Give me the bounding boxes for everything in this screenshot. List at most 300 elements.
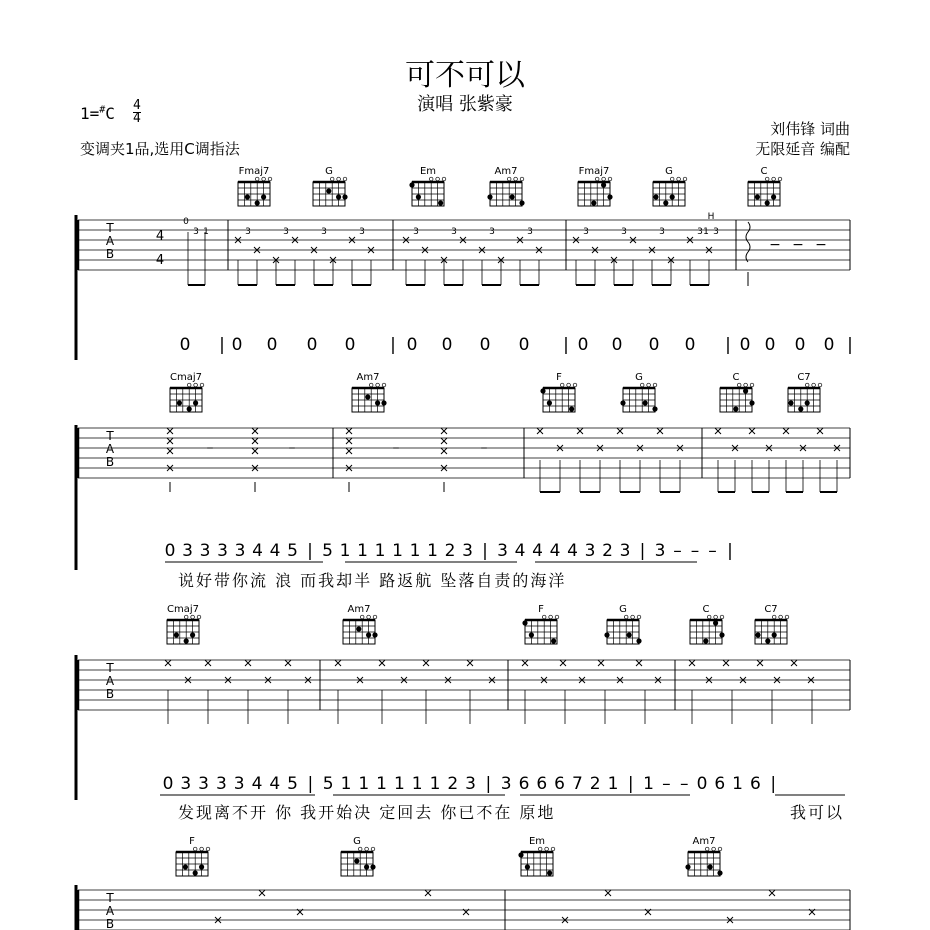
jianpu-note: 1 (643, 774, 655, 794)
finger-dot (364, 864, 369, 869)
jianpu-note: – (679, 774, 689, 794)
open-string (197, 615, 201, 619)
finger-dot (255, 200, 260, 205)
open-string (200, 847, 204, 851)
open-string (343, 177, 347, 181)
open-string (624, 615, 628, 619)
jianpu-note: 3 (215, 774, 227, 794)
chord-name: F (189, 836, 195, 847)
jianpu-note: 1 (392, 541, 403, 561)
finger-dot (518, 852, 523, 857)
fret-number: 3 (713, 227, 719, 237)
finger-dot (190, 632, 195, 637)
jianpu-note: 1 (732, 774, 744, 794)
open-string (382, 383, 386, 387)
open-string (200, 383, 204, 387)
open-string (640, 383, 644, 387)
open-string (772, 615, 776, 619)
tab-letter: B (105, 687, 115, 701)
fret-number: 1 (203, 227, 209, 237)
finger-dot (771, 194, 776, 199)
open-string (194, 383, 198, 387)
tab-letter: T (106, 891, 114, 905)
jianpu-note: 6 (749, 774, 761, 794)
open-string (778, 177, 782, 181)
finger-dot (713, 620, 718, 625)
jianpu-note: – (690, 541, 700, 561)
finger-dot (663, 200, 668, 205)
rest-dash: – (206, 440, 214, 456)
finger-dot (525, 864, 530, 869)
open-string (812, 383, 816, 387)
chord-name: C7 (764, 604, 778, 615)
chord-name: C (760, 166, 768, 177)
chord-name: G (325, 166, 333, 177)
open-string (549, 615, 553, 619)
jianpu-note: 1 (411, 774, 423, 794)
finger-dot (193, 400, 198, 405)
finger-dot (743, 388, 748, 393)
finger-dot (187, 406, 192, 411)
jianpu-note: 3 (462, 541, 473, 561)
finger-dot (636, 638, 641, 643)
finger-dot (620, 400, 625, 405)
jianpu-note: 0 (764, 335, 776, 355)
jianpu-note: 1 (374, 541, 386, 561)
chord-diagram-em (518, 836, 554, 876)
jianpu-note: 6 (714, 774, 726, 794)
open-string (772, 177, 776, 181)
finger-dot (261, 194, 266, 199)
finger-dot (366, 632, 371, 637)
tab-letter: A (105, 674, 115, 688)
chord-name: G (635, 372, 643, 383)
finger-dot (805, 400, 810, 405)
finger-dot (184, 638, 189, 643)
jianpu-note: 0 (577, 335, 589, 355)
open-string (779, 615, 783, 619)
jianpu-note: 4 (549, 541, 561, 561)
finger-dot (174, 632, 179, 637)
jianpu-note: 3 (619, 541, 631, 561)
chord-diagram-g (604, 604, 641, 644)
chord-name: Em (528, 836, 546, 847)
tab-letter: A (105, 904, 115, 918)
jianpu-note: 3 (654, 541, 666, 561)
open-string (268, 177, 272, 181)
chord-name: Am7 (692, 836, 716, 847)
fret-number: 3 (193, 227, 199, 237)
chord-name: G (619, 604, 627, 615)
finger-dot (601, 182, 606, 187)
jianpu-note: 3 (199, 541, 211, 561)
arpeggio-wave (746, 222, 750, 262)
jianpu-note: 2 (589, 774, 601, 794)
open-string (818, 383, 822, 387)
jianpu-note: 5 (287, 541, 298, 561)
jianpu-barline: | (219, 335, 225, 355)
chord-name: Em (419, 166, 437, 177)
fret-number: 3 (451, 227, 457, 237)
jianpu-note: – (662, 774, 671, 794)
finger-dot (670, 194, 675, 199)
chord-name: Am7 (356, 372, 380, 383)
jianpu-note: 3 (217, 541, 228, 561)
jianpu-note: 4 (252, 541, 263, 561)
finger-dot (416, 194, 421, 199)
open-string (429, 177, 433, 181)
open-string (206, 847, 210, 851)
open-string (595, 177, 599, 181)
open-string (262, 177, 266, 181)
jianpu-note: 1 (427, 541, 438, 561)
jianpu-note: 2 (447, 774, 459, 794)
jianpu-barline: | (307, 541, 313, 561)
finger-dot (685, 864, 690, 869)
finger-dot (719, 632, 724, 637)
finger-dot (381, 400, 386, 405)
finger-dot (245, 194, 250, 199)
finger-dot (193, 870, 198, 875)
tab-letter: A (105, 442, 115, 456)
tab-letter: T (106, 429, 114, 443)
finger-dot (199, 864, 204, 869)
open-string (358, 847, 362, 851)
fret-number: 3 (359, 227, 365, 237)
jianpu-note: 1 (340, 774, 352, 794)
jianpu-note: – (673, 541, 682, 561)
tab-meter-top: 4 (155, 229, 165, 244)
finger-dot (765, 200, 770, 205)
jianpu-note: 6 (518, 774, 530, 794)
finger-dot (372, 632, 377, 637)
fret-number: 3 (697, 227, 703, 237)
jianpu-note: 0 (611, 335, 623, 355)
lyrics-line-1: 说好带你流 浪 而我却半 路返航 坠落自责的海洋 (178, 571, 567, 590)
chord-diagram-c (690, 604, 725, 644)
finger-dot (591, 200, 596, 205)
jianpu-note: 2 (602, 541, 613, 561)
chord-name: Fmaj7 (238, 166, 270, 177)
jianpu-barline: | (725, 335, 731, 355)
finger-dot (547, 400, 552, 405)
chord-diagram-cmaj7 (167, 604, 201, 644)
open-string (714, 615, 718, 619)
jianpu-note: 3 (180, 774, 192, 794)
jianpu-note: 1 (429, 774, 441, 794)
finger-dot (354, 858, 359, 863)
jianpu-note: 5 (322, 541, 333, 561)
chord-diagram-c7 (755, 604, 789, 644)
finger-dot (703, 638, 708, 643)
jianpu-note: 0 (696, 774, 708, 794)
jianpu-note: 4 (269, 541, 281, 561)
jianpu-note: 0 (266, 335, 278, 355)
chord-diagram-c7 (788, 372, 822, 412)
jianpu-note: 4 (567, 541, 578, 561)
finger-dot (607, 194, 612, 199)
tab-letter: T (106, 661, 114, 675)
finger-dot (755, 632, 760, 637)
open-string (551, 847, 555, 851)
time-signature: 4 4 (133, 98, 141, 126)
finger-dot (370, 864, 375, 869)
jianpu-barline: | (390, 335, 396, 355)
chord-name: F (556, 372, 562, 383)
chord-diagram-g (313, 166, 348, 206)
chord-name: Am7 (494, 166, 518, 177)
open-string (369, 383, 373, 387)
open-string (683, 177, 687, 181)
jianpu-note: 1 (357, 541, 368, 561)
jianpu-note: 3 (234, 541, 246, 561)
chord-diagram-fmaj7 (578, 166, 613, 206)
jianpu-note: 0 (479, 335, 491, 355)
fret-number: 3 (621, 227, 627, 237)
finger-dot (519, 200, 524, 205)
jianpu-barline: | (563, 335, 569, 355)
open-string (371, 847, 375, 851)
chord-diagram-f (522, 604, 558, 644)
fret-number: 3 (527, 227, 533, 237)
open-string (647, 383, 651, 387)
finger-dot (569, 406, 574, 411)
fret-number: 3 (245, 227, 251, 237)
chord-diagram-em (409, 166, 445, 206)
jianpu-note: 6 (554, 774, 566, 794)
finger-dot (717, 870, 722, 875)
jianpu-note: 0 (164, 541, 176, 561)
jianpu-note: 3 (233, 774, 245, 794)
finger-dot (336, 194, 341, 199)
finger-dot (765, 638, 770, 643)
finger-dot (342, 194, 347, 199)
jianpu-note: 0 (162, 774, 174, 794)
open-string (737, 383, 741, 387)
rest-dash: – (480, 440, 488, 456)
finger-dot (522, 620, 527, 625)
singer-line: 演唱 张紫豪 (417, 94, 513, 115)
open-string (567, 383, 571, 387)
chord-name: C7 (797, 372, 811, 383)
chord-diagram-g (653, 166, 687, 206)
finger-dot (177, 400, 182, 405)
jianpu-barline: | (485, 774, 492, 794)
fret-number: 3 (583, 227, 589, 237)
open-string (507, 177, 511, 181)
hammer-on-mark: H (707, 212, 715, 222)
finger-dot (733, 406, 738, 411)
jianpu-barline: | (482, 541, 488, 561)
finger-dot (326, 188, 331, 193)
finger-dot (798, 406, 803, 411)
open-string (555, 615, 559, 619)
tab-letter: B (105, 917, 115, 930)
fret-number: 1 (703, 227, 709, 237)
open-string (373, 615, 377, 619)
jianpu-note: 4 (532, 541, 543, 561)
jianpu-note: 3 (500, 774, 512, 794)
fret-number: 3 (659, 227, 665, 237)
finger-dot (788, 400, 793, 405)
jianpu-note: 3 (198, 774, 210, 794)
open-string (542, 615, 546, 619)
open-string (376, 383, 380, 387)
fret-number: 3 (489, 227, 495, 237)
chord-diagram-g (341, 836, 376, 876)
finger-dot (487, 194, 492, 199)
finger-dot (510, 194, 515, 199)
open-string (442, 177, 446, 181)
chord-diagram-c (748, 166, 782, 206)
fret-number: 3 (413, 227, 419, 237)
rest-dash: − (792, 237, 804, 253)
finger-dot (749, 400, 754, 405)
jianpu-barline: | (727, 541, 733, 561)
chord-diagram-am7 (487, 166, 524, 206)
tab-letter: B (105, 455, 115, 469)
open-string (193, 847, 197, 851)
jianpu-note: 6 (536, 774, 548, 794)
chord-name: C (702, 604, 710, 615)
open-string (744, 383, 748, 387)
jianpu-barline: | (639, 541, 646, 561)
finger-dot (627, 632, 632, 637)
jianpu-note: 4 (269, 774, 281, 794)
jianpu-note: 0 (518, 335, 530, 355)
chord-name: Am7 (347, 604, 371, 615)
chord-diagram-cmaj7 (170, 372, 204, 412)
jianpu-note: 1 (393, 774, 405, 794)
finger-dot (551, 638, 556, 643)
tab-letter: A (105, 234, 115, 248)
jianpu-note: 5 (287, 774, 299, 794)
jianpu-note: 0 (823, 335, 835, 355)
open-string (750, 383, 754, 387)
open-string (514, 177, 518, 181)
jianpu-note: 1 (607, 774, 619, 794)
open-string (677, 177, 681, 181)
lyrics-line-2: 发现离不开 你 我开始决 定回去 你已不在 原地 (178, 803, 556, 822)
jianpu-note: 0 (739, 335, 751, 355)
finger-dot (604, 632, 609, 637)
credit-arrangement: 无限延音 编配 (755, 140, 850, 158)
tab-staff-2 (78, 428, 850, 478)
open-string (707, 615, 711, 619)
finger-dot (772, 632, 777, 637)
jianpu-note: 1 (376, 774, 388, 794)
jianpu-note: 0 (441, 335, 453, 355)
jianpu-note: 0 (684, 335, 696, 355)
jianpu-note: 2 (444, 541, 456, 561)
open-string (191, 615, 195, 619)
finger-dot (652, 406, 657, 411)
jianpu-barline: | (307, 774, 314, 794)
song-title: 可不可以 (405, 58, 525, 93)
jianpu-note: 3 (465, 774, 477, 794)
open-string (602, 177, 606, 181)
finger-dot (540, 388, 545, 393)
jianpu-note: 4 (251, 774, 263, 794)
jianpu-note: 0 (231, 335, 243, 355)
rest-dash: – (392, 440, 400, 456)
open-string (718, 847, 722, 851)
chord-diagram-f (176, 836, 210, 876)
jianpu-note: 3 (584, 541, 596, 561)
open-string (608, 177, 612, 181)
open-string (538, 847, 542, 851)
finger-dot (375, 400, 380, 405)
open-string (187, 383, 191, 387)
chord-name: C (732, 372, 740, 383)
jianpu-note: – (708, 541, 717, 561)
jianpu-note: 1 (409, 541, 421, 561)
chord-diagram-f (540, 372, 576, 412)
jianpu-barline: | (627, 774, 634, 794)
fret-number: 0 (183, 217, 189, 227)
tab-letter: B (105, 247, 115, 261)
tab-meter-bottom: 4 (155, 253, 165, 268)
open-string (573, 383, 577, 387)
jianpu-note: 0 (406, 335, 418, 355)
chord-diagram-am7 (343, 604, 378, 644)
open-string (653, 383, 657, 387)
open-string (805, 383, 809, 387)
tab-staff-3 (78, 660, 850, 710)
chord-diagram-am7 (352, 372, 387, 412)
open-string (360, 615, 364, 619)
jianpu-note: 3 (497, 541, 508, 561)
jianpu-note: 0 (648, 335, 660, 355)
open-string (520, 177, 524, 181)
finger-dot (547, 870, 552, 875)
key-signature: 1=#C (80, 104, 115, 123)
open-string (560, 383, 564, 387)
finger-dot (643, 400, 648, 405)
open-string (670, 177, 674, 181)
jianpu-barline: | (847, 335, 853, 355)
chord-diagram-c (720, 372, 755, 412)
chord-diagram-g (620, 372, 657, 412)
open-string (765, 177, 769, 181)
open-string (436, 177, 440, 181)
jianpu-note: 0 (306, 335, 318, 355)
chord-name: G (353, 836, 361, 847)
chord-name: Cmaj7 (167, 604, 199, 615)
chord-name: F (538, 604, 544, 615)
open-string (545, 847, 549, 851)
jianpu-note: 0 (344, 335, 356, 355)
jianpu-note: 0 (179, 335, 191, 355)
chord-diagram-fmaj7 (238, 166, 272, 206)
chord-name: G (665, 166, 673, 177)
jianpu-note: 7 (571, 774, 583, 794)
chord-name: Cmaj7 (170, 372, 202, 383)
open-string (705, 847, 709, 851)
fret-number: 3 (321, 227, 327, 237)
open-string (720, 615, 724, 619)
open-string (255, 177, 259, 181)
tab-letter: T (106, 221, 114, 235)
finger-dot (755, 194, 760, 199)
rest-dash: − (815, 237, 827, 253)
finger-dot (529, 632, 534, 637)
finger-dot (708, 864, 713, 869)
chord-name: Fmaj7 (578, 166, 610, 177)
finger-dot (356, 626, 361, 631)
finger-dot (409, 182, 414, 187)
chord-diagram-am7 (685, 836, 722, 876)
